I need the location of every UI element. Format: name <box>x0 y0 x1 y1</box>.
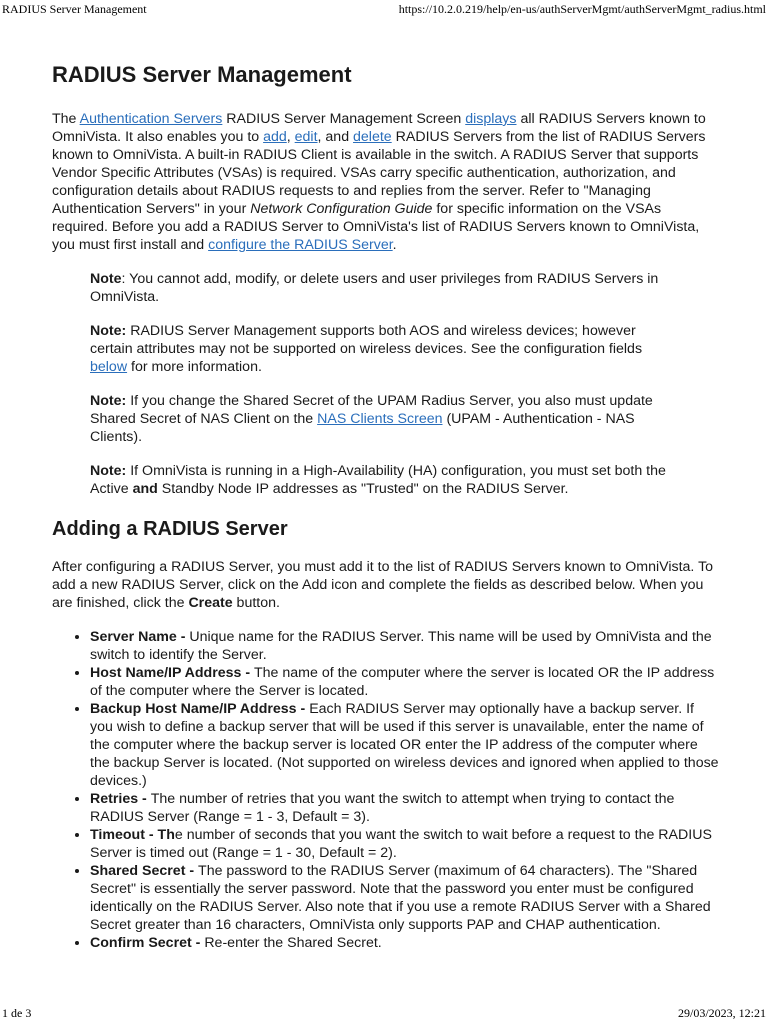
field-label: Server Name - <box>90 629 190 645</box>
adding-paragraph <box>52 558 720 612</box>
field-description: The password to the RADIUS Server (maximum of 64 characters). The "Shared Secret" is essentially the server password. Note that the password you enter must be configured identically on the RADIUS Server. Also note that if you use a remote RADIUS Server with a Shared Secret greater than 16 characters, OmniVista only supports PAP and CHAP authentication. <box>90 863 711 933</box>
note-text: If OmniVista is running in a High-Availability (HA) configuration, you must set both the Active <box>90 463 666 497</box>
note-label: Note: <box>90 463 127 479</box>
note-text: RADIUS Server Management supports both AOS and wireless devices; however certain attributes may not be supported on wireless devices. See the configuration fields <box>90 323 643 357</box>
intro-text: RADIUS Servers from the list of RADIUS Servers known to OmniVista. A built-in RADIUS Client is available in the switch. A RADIUS Server that supports Vendor Specific Attributes (VSAs) is required. VSAs carry specific authentication, authorization, and configuration details about RADIUS requests to and replies from the server. Refer to "Managing Authentication Servers" in your <box>52 129 706 217</box>
intro-text: all RADIUS Servers known to OmniVista. It also enables you to <box>52 111 706 145</box>
field-list <box>52 628 720 952</box>
nas-clients-screen-link[interactable]: NAS Clients Screen <box>317 411 443 427</box>
note-3 <box>90 392 682 446</box>
field-description: Re-enter the Shared Secret. <box>204 935 382 951</box>
page-number: 1 de 3 <box>2 1006 32 1020</box>
note-label: Note: <box>90 393 127 409</box>
adding-text: button. <box>232 595 280 611</box>
create-button-label: Create <box>188 595 233 611</box>
field-label: Timeout - Th <box>90 827 175 843</box>
displays-link[interactable]: displays <box>465 111 517 127</box>
print-datetime: 29/03/2023, 12:21 <box>677 1006 766 1020</box>
intro-text: , <box>286 129 295 145</box>
field-server-name <box>90 628 720 664</box>
note-label: Note: <box>90 323 127 339</box>
note-1 <box>90 270 682 306</box>
note-bold-and: and <box>132 481 158 497</box>
field-retries <box>90 790 720 826</box>
field-description: e number of seconds that you want the switch to wait before a request to the RADIUS Server is timed out (Range = 1 - 30, Default = 2). <box>90 827 712 861</box>
authentication-servers-link[interactable]: Authentication Servers <box>79 111 223 127</box>
configure-radius-server-link[interactable]: configure the RADIUS Server <box>208 237 393 253</box>
note-4 <box>90 462 682 498</box>
field-description: The number of retries that you want the switch to attempt when trying to contact the RADIUS Server (Range = 1 - 3, Default = 3). <box>90 791 675 825</box>
field-host-name <box>90 664 720 700</box>
field-label: Backup Host Name/IP Address - <box>90 701 310 717</box>
field-confirm-secret <box>90 934 720 952</box>
adding-text: After configuring a RADIUS Server, you must add it to the list of RADIUS Servers known to OmniVista. To add a new RADIUS Server, click on the Add icon and complete the fields as described below. When you are finished, click the <box>52 559 714 611</box>
note-2 <box>90 322 682 376</box>
below-link[interactable]: below <box>90 359 128 375</box>
page-title: RADIUS Server Management <box>52 62 352 87</box>
edit-link[interactable]: edit <box>294 129 318 145</box>
field-description: Each RADIUS Server may optionally have a backup server. If you wish to define a backup server that will be used if this server is unavailable, enter the name of the computer where the backup server is located OR enter the IP address of the computer where the backup Server is located. (Not supported on wireless devices and ignored when applied to those devices.) <box>90 701 719 789</box>
note-text: Standby Node IP addresses as "Trusted" on the RADIUS Server. <box>157 481 569 497</box>
intro-text: for specific information on the VSAs required. Before you add a RADIUS Server to OmniVista's list of RADIUS Servers known to OmniVista, you must first install and <box>52 201 700 253</box>
field-timeout <box>90 826 720 862</box>
note-text: (UPAM - Authentication - NAS Clients). <box>90 411 635 445</box>
intro-text: . <box>392 237 397 253</box>
intro-text: RADIUS Server Management Screen <box>222 111 466 127</box>
intro-text: , and <box>317 129 354 145</box>
add-link[interactable]: add <box>263 129 287 145</box>
field-label: Confirm Secret - <box>90 935 205 951</box>
help-content <box>52 60 720 952</box>
intro-paragraph <box>52 110 720 254</box>
adding-heading: Adding a RADIUS Server <box>52 518 288 540</box>
print-header <box>0 2 768 18</box>
note-text: for more information. <box>127 359 262 375</box>
note-text: If you change the Shared Secret of the UPAM Radius Server, you also must update Shared Secret of NAS Client on the <box>90 393 653 427</box>
field-label: Shared Secret - <box>90 863 199 879</box>
field-description: The name of the computer where the server is located OR the IP address of the computer where the Server is located. <box>90 665 715 699</box>
print-header-url: https://10.2.0.219/help/en-us/authServerMgmt/authServerMgmt_radius.html <box>398 2 766 16</box>
field-label: Host Name/IP Address - <box>90 665 254 681</box>
field-label: Retries - <box>90 791 151 807</box>
note-text: : You cannot add, modify, or delete users and user privileges from RADIUS Servers in OmniVista. <box>90 271 659 305</box>
note-label: Note <box>90 271 122 287</box>
field-backup-host-name <box>90 700 720 790</box>
delete-link[interactable]: delete <box>353 129 392 145</box>
print-header-title: RADIUS Server Management <box>2 2 147 16</box>
field-shared-secret <box>90 862 720 934</box>
guide-title: Network Configuration Guide <box>250 201 433 217</box>
field-description: Unique name for the RADIUS Server. This name will be used by OmniVista and the switch to identify the Server. <box>90 629 712 663</box>
intro-text: The <box>52 111 80 127</box>
print-footer <box>0 1006 768 1022</box>
